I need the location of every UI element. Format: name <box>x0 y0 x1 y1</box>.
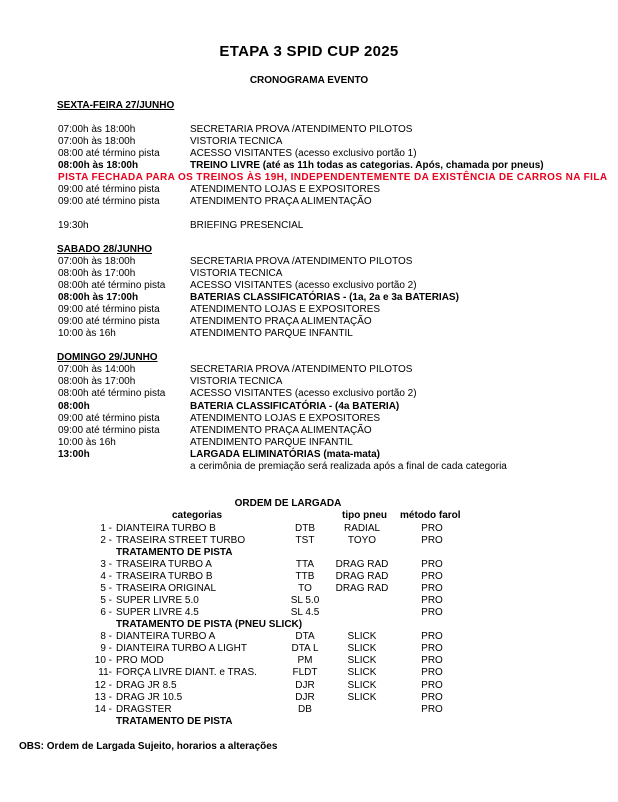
grid-category: DIANTEIRA TURBO A <box>116 631 216 642</box>
schedule-row <box>0 292 618 304</box>
grid-category: TRASEIRA TURBO B <box>116 571 213 582</box>
schedule-row <box>0 160 618 172</box>
schedule-time: 07:00h às 14:00h <box>58 364 136 375</box>
schedule-desc: ATENDIMENTO PRAÇA ALIMENTAÇÃO <box>190 425 372 436</box>
schedule-time: 09:00 até término pista <box>58 425 160 436</box>
schedule-time: 08:00h até término pista <box>58 388 166 399</box>
grid-code: DJR <box>295 692 315 703</box>
header-tire-type: tipo pneu <box>342 510 387 521</box>
grid-tire: SLICK <box>347 631 377 642</box>
track-treatment-1: TRATAMENTO DE PISTA <box>116 547 233 558</box>
schedule-time: 08:00h às 17:00h <box>58 376 136 387</box>
grid-light: PRO <box>421 680 443 691</box>
grid-number: 1 - <box>100 523 112 534</box>
grid-number: 4 - <box>100 571 112 582</box>
schedule-desc: VISTORIA TECNICA <box>190 376 283 387</box>
schedule-time: 08:00h às 17:00h <box>58 268 136 279</box>
grid-row <box>0 667 618 679</box>
schedule-desc: BATERIAS CLASSIFICATÓRIAS - (1a, 2a e 3a BATERIAS) <box>190 292 459 303</box>
grid-light: PRO <box>421 595 443 606</box>
grid-code: DTA <box>295 631 315 642</box>
grid-row <box>0 655 618 667</box>
schedule-row <box>0 184 618 196</box>
schedule-row <box>0 268 618 280</box>
schedule-time: 08:00h até término pista <box>58 280 166 291</box>
grid-row <box>0 631 618 643</box>
grid-light: PRO <box>421 523 443 534</box>
grid-tire: TOYO <box>347 535 377 546</box>
grid-tire: SLICK <box>347 643 377 654</box>
grid-light: PRO <box>421 583 443 594</box>
grid-code: DJR <box>295 680 315 691</box>
grid-row <box>0 571 618 583</box>
schedule-time: 07:00h às 18:00h <box>58 136 136 147</box>
schedule-desc: VISTORIA TECNICA <box>190 268 283 279</box>
schedule-row <box>0 136 618 148</box>
grid-light: PRO <box>421 559 443 570</box>
grid-category: TRASEIRA STREET TURBO <box>116 535 246 546</box>
schedule-time: 09:00 até término pista <box>58 413 160 424</box>
grid-light: PRO <box>421 704 443 715</box>
schedule-row <box>0 413 618 425</box>
grid-number: 5 - <box>100 583 112 594</box>
schedule-time: 09:00 até término pista <box>58 184 160 195</box>
schedule-time: 08:00h <box>58 401 90 412</box>
grid-row <box>0 535 618 547</box>
schedule-row <box>0 388 618 400</box>
grid-light: PRO <box>421 667 443 678</box>
event-title: ETAPA 3 SPID CUP 2025 <box>219 43 399 60</box>
header-light-method: método farol <box>400 510 461 521</box>
header-categories: categorias <box>172 510 223 521</box>
schedule-desc: VISTORIA TECNICA <box>190 136 283 147</box>
grid-row <box>0 643 618 655</box>
grid-row <box>0 692 618 704</box>
schedule-time: 09:00 até término pista <box>58 316 160 327</box>
grid-number: 5 - <box>100 595 112 606</box>
schedule-desc: SECRETARIA PROVA /ATENDIMENTO PILOTOS <box>190 124 413 135</box>
grid-light: PRO <box>421 692 443 703</box>
schedule-row <box>0 437 618 449</box>
grid-light: PRO <box>421 655 443 666</box>
grid-row <box>0 595 618 607</box>
grid-code: DTA L <box>291 643 319 654</box>
grid-number: 3 - <box>100 559 112 570</box>
grid-row <box>0 704 618 716</box>
schedule-desc: ATENDIMENTO PARQUE INFANTIL <box>190 328 353 339</box>
grid-category: SUPER LIVRE 5.0 <box>116 595 199 606</box>
grid-category: DIANTEIRA TURBO A LIGHT <box>116 643 247 654</box>
schedule-row <box>0 376 618 388</box>
grid-category: TRASEIRA TURBO A <box>116 559 212 570</box>
grid-number: 9 - <box>100 643 112 654</box>
grid-category: SUPER LIVRE 4.5 <box>116 607 199 618</box>
grid-category: DIANTEIRA TURBO B <box>116 523 216 534</box>
grid-row <box>0 680 618 692</box>
grid-category: DRAG JR 8.5 <box>116 680 177 691</box>
schedule-row <box>0 256 618 268</box>
grid-tire: SLICK <box>347 680 377 691</box>
grid-tire: SLICK <box>347 692 377 703</box>
schedule-row <box>0 401 618 413</box>
schedule-desc: ATENDIMENTO LOJAS E EXPOSITORES <box>190 304 381 315</box>
track-treatment-2: TRATAMENTO DE PISTA (PNEU SLICK) <box>116 619 303 630</box>
schedule-row <box>0 280 618 292</box>
grid-tire: DRAG RAD <box>335 571 389 582</box>
schedule-desc: TREINO LIVRE (até as 11h todas as categorias. Após, chamada por pneus) <box>190 160 544 171</box>
schedule-row <box>0 148 618 160</box>
schedule-time: 07:00h às 18:00h <box>58 124 136 135</box>
schedule-time: 08:00h às 18:00h <box>58 160 139 171</box>
saturday-heading: SABADO 28/JUNHO <box>57 244 153 255</box>
schedule-desc: ATENDIMENTO LOJAS E EXPOSITORES <box>190 184 381 195</box>
grid-number: 12 - <box>94 680 112 691</box>
schedule-time: 08:00h às 17:00h <box>58 292 139 303</box>
schedule-row <box>0 364 618 376</box>
grid-tire: RADIAL <box>343 523 381 534</box>
schedule-desc: ACESSO VISITANTES (acesso exclusivo portão 2) <box>190 388 417 399</box>
grid-code: TTB <box>295 571 315 582</box>
grid-code: TST <box>295 535 315 546</box>
grid-code: DB <box>298 704 312 715</box>
grid-category: DRAG JR 10.5 <box>116 692 183 703</box>
schedule-desc: ACESSO VISITANTES (acesso exclusivo portão 1) <box>190 148 417 159</box>
schedule-desc: BATERIA CLASSIFICATÓRIA - (4a BATERIA) <box>190 401 400 412</box>
schedule-time: 09:00 até término pista <box>58 196 160 207</box>
schedule-desc: SECRETARIA PROVA /ATENDIMENTO PILOTOS <box>190 256 413 267</box>
grid-number: 14 - <box>94 704 112 715</box>
schedule-row <box>0 220 618 232</box>
schedule-time: 07:00h às 18:00h <box>58 256 136 267</box>
schedule-time: 10:00 às 16h <box>58 328 116 339</box>
schedule-time: 10:00 às 16h <box>58 437 116 448</box>
grid-number: 10 - <box>94 655 112 666</box>
sunday-heading: DOMINGO 29/JUNHO <box>57 352 158 363</box>
grid-tire: DRAG RAD <box>335 583 389 594</box>
schedule-row <box>0 425 618 437</box>
grid-code: FLDT <box>292 667 318 678</box>
schedule-row <box>0 449 618 461</box>
grid-code: SL 4.5 <box>290 607 320 618</box>
grid-light: PRO <box>421 631 443 642</box>
grid-code: SL 5.0 <box>290 595 320 606</box>
schedule-row <box>0 304 618 316</box>
starting-order-title: ORDEM DE LARGADA <box>234 498 342 509</box>
grid-light: PRO <box>421 643 443 654</box>
schedule-time: 09:00 até término pista <box>58 304 160 315</box>
schedule-desc: BRIEFING PRESENCIAL <box>190 220 304 231</box>
grid-category: DRAGSTER <box>116 704 172 715</box>
grid-row <box>0 523 618 535</box>
schedule-desc: ACESSO VISITANTES (acesso exclusivo portão 2) <box>190 280 417 291</box>
schedule-desc: SECRETARIA PROVA /ATENDIMENTO PILOTOS <box>190 364 413 375</box>
friday-heading: SEXTA-FEIRA 27/JUNHO <box>57 100 175 111</box>
schedule-row <box>0 461 618 473</box>
grid-number: 11- <box>98 667 112 678</box>
grid-number: 2 - <box>100 535 112 546</box>
grid-tire: SLICK <box>347 667 377 678</box>
grid-light: PRO <box>421 607 443 618</box>
schedule-desc: a cerimônia de premiação será realizada após a final de cada categoria <box>190 461 507 472</box>
schedule-row <box>0 124 618 136</box>
grid-number: 13 - <box>94 692 112 703</box>
grid-category: PRO MOD <box>116 655 164 666</box>
schedule-desc: ATENDIMENTO PRAÇA ALIMENTAÇÃO <box>190 196 372 207</box>
grid-number: 8 - <box>100 631 112 642</box>
schedule-row <box>0 328 618 340</box>
schedule-time: 19:30h <box>58 220 89 231</box>
track-treatment-3: TRATAMENTO DE PISTA <box>116 716 233 727</box>
schedule-desc: ATENDIMENTO PARQUE INFANTIL <box>190 437 353 448</box>
schedule-subtitle: CRONOGRAMA EVENTO <box>249 75 369 86</box>
grid-light: PRO <box>421 535 443 546</box>
footnote: OBS: Ordem de Largada Sujeito, horarios a alterações <box>19 741 278 752</box>
grid-row <box>0 583 618 595</box>
grid-row <box>0 607 618 619</box>
grid-code: TO <box>298 583 312 594</box>
schedule-desc: ATENDIMENTO PRAÇA ALIMENTAÇÃO <box>190 316 372 327</box>
track-closure-notice: PISTA FECHADA PARA OS TREINOS ÀS 19H, INDEPENDENTEMENTE DA EXISTÊNCIA DE CARROS NA FILA <box>58 172 608 183</box>
grid-tire: DRAG RAD <box>335 559 389 570</box>
schedule-row <box>0 196 618 208</box>
grid-tire: SLICK <box>347 655 377 666</box>
grid-row <box>0 559 618 571</box>
grid-category: FORÇA LIVRE DIANT. e TRAS. <box>116 667 257 678</box>
grid-code: DTB <box>295 523 315 534</box>
schedule-time: 13:00h <box>58 449 90 460</box>
grid-number: 6 - <box>100 607 112 618</box>
schedule-desc: ATENDIMENTO LOJAS E EXPOSITORES <box>190 413 381 424</box>
schedule-row <box>0 316 618 328</box>
grid-category: TRASEIRA ORIGINAL <box>116 583 217 594</box>
grid-code: PM <box>297 655 313 666</box>
schedule-time: 08:00 até término pista <box>58 148 160 159</box>
grid-light: PRO <box>421 571 443 582</box>
grid-code: TTA <box>295 559 315 570</box>
schedule-desc: LARGADA ELIMINATÓRIAS (mata-mata) <box>190 449 381 460</box>
